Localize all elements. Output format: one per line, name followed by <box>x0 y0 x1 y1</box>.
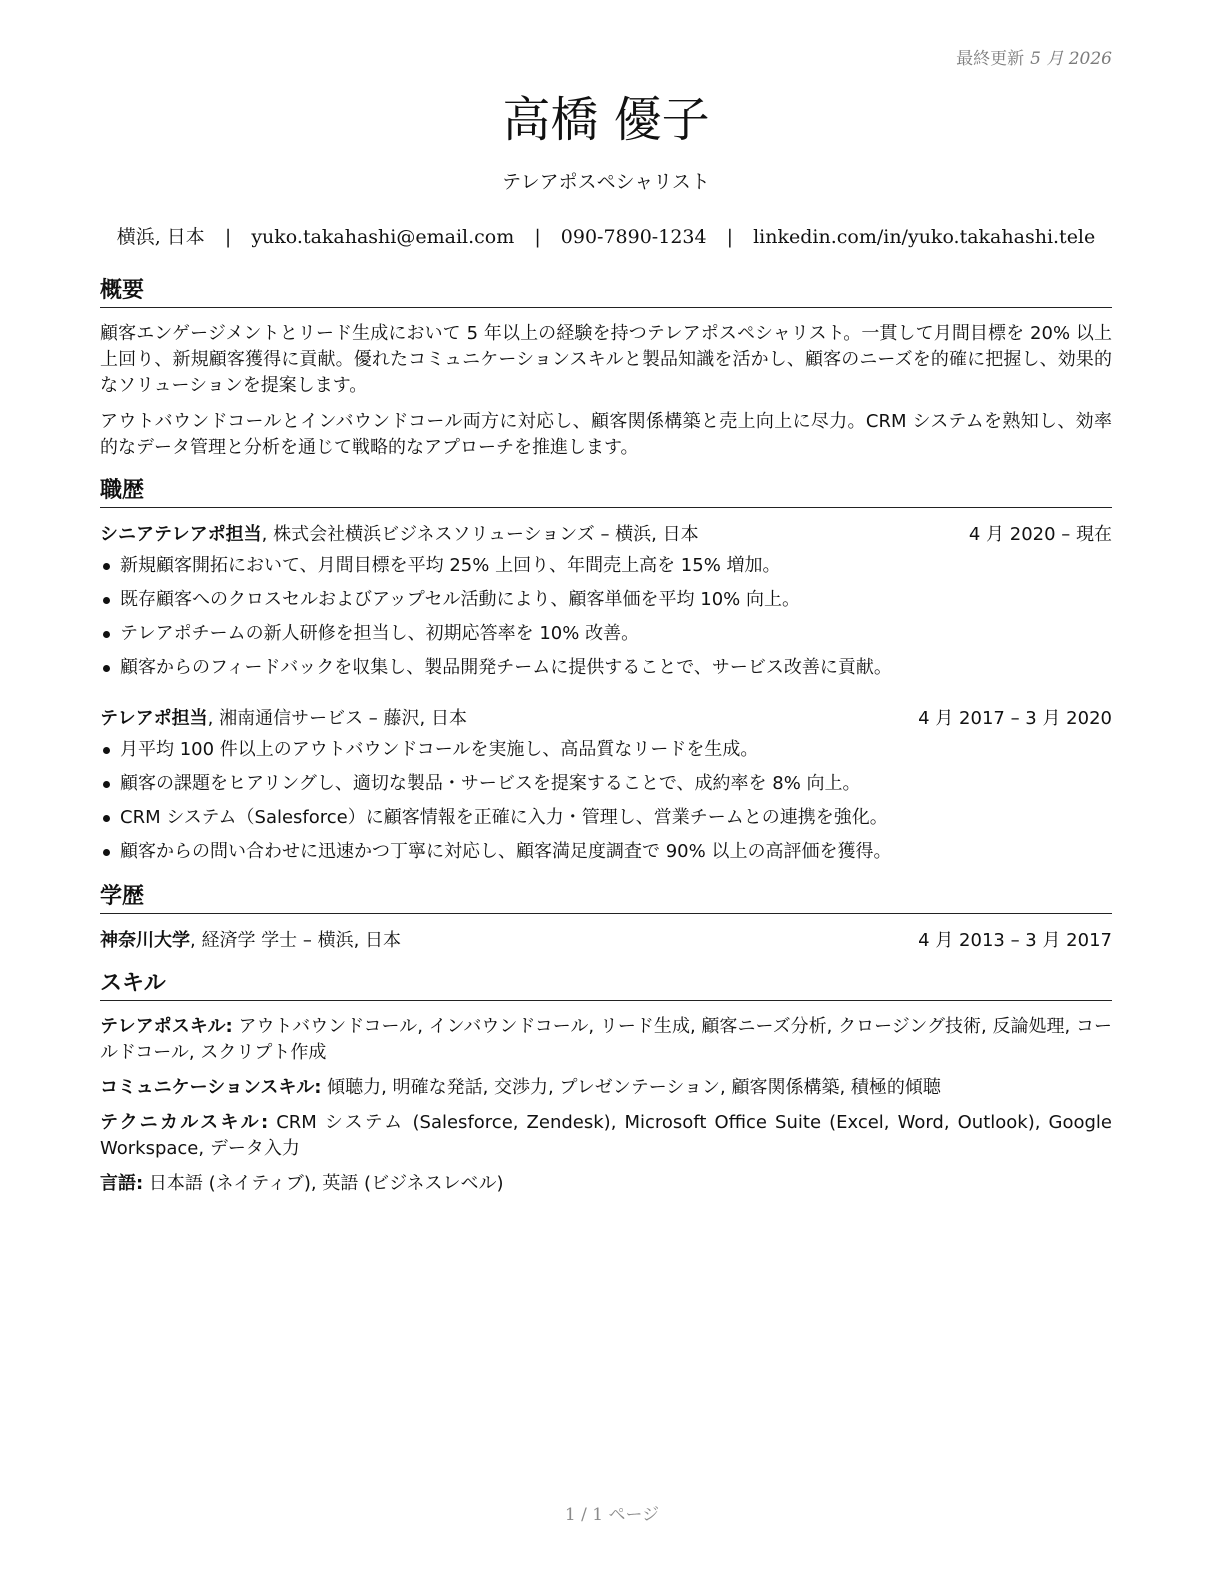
last-updated <box>956 44 1112 69</box>
candidate-title: テレアポスペシャリスト <box>502 171 710 193</box>
job-role: シニアテレアポ担当 <box>100 524 262 545</box>
job-org: , 株式会社横浜ビジネスソリューションズ – 横浜, 日本 <box>261 524 699 545</box>
summary-paragraph: 顧客エンゲージメントとリード生成において 5 年以上の経験を持つテレアポスペシャリスト。一貫して月間目標を 20% 以上上回り、新規顧客獲得に貢献。優れたコミュニケーションスキルと製品知識を活かし、顧客のニーズを的確に把握し、効果的なソリューションを提案します。 <box>100 323 1112 396</box>
contact-separator: | <box>534 226 541 248</box>
last-updated-date: 5 月 2026 <box>1030 49 1112 69</box>
job-bullets <box>100 737 1112 873</box>
skill-list: アウトバウンドコール, インバウンドコール, リード生成, 顧客ニーズ分析, クロージング技術, 反論処理, コールドコール, スクリプト作成 <box>100 1016 1112 1063</box>
skill-category: テレアポスキル: <box>100 1016 233 1037</box>
list-item: 月平均 100 件以上のアウトバウンドコールを実施し、高品質なリードを生成。 <box>100 737 1112 771</box>
job-header <box>100 522 1112 548</box>
contact-linkedin[interactable]: linkedin.com/in/yuko.takahashi.tele <box>753 226 1096 248</box>
section-heading-experience: 職歴 <box>100 477 1112 508</box>
list-item: テレアポチームの新人研修を担当し、初期応答率を 10% 改善。 <box>100 621 1112 655</box>
job-bullets <box>100 553 1112 689</box>
education-school: 神奈川大学 <box>100 930 190 951</box>
skill-category: コミュニケーションスキル: <box>100 1077 322 1098</box>
contact-line <box>100 223 1112 251</box>
list-item: 顧客からのフィードバックを収集し、製品開発チームに提供することで、サービス改善に貢献。 <box>100 655 1112 689</box>
contact-email[interactable]: yuko.takahashi@email.com <box>251 226 515 248</box>
skill-item <box>100 1014 1112 1066</box>
contact-separator: | <box>224 226 232 248</box>
job-title-line <box>100 522 699 548</box>
education-dates: 4 月 2013 – 3 月 2017 <box>918 930 1112 951</box>
list-item: CRM システム（Salesforce）に顧客情報を正確に入力・管理し、営業チームとの連携を強化。 <box>100 805 1112 839</box>
education-line <box>100 928 401 954</box>
job-role: テレアポ担当 <box>100 708 208 729</box>
education-entry <box>100 928 1112 954</box>
skill-item <box>100 1075 1112 1101</box>
job-dates: 4 月 2020 – 現在 <box>968 524 1112 545</box>
education-detail: , 経済学 学士 – 横浜, 日本 <box>190 930 402 951</box>
list-item: 顧客の課題をヒアリングし、適切な製品・サービスを提案することで、成約率を 8% 向上。 <box>100 771 1112 805</box>
section-heading-education: 学歴 <box>100 883 1112 914</box>
skill-category: テクニカルスキル: <box>100 1112 269 1133</box>
skill-list: CRM システム (Salesforce, Zendesk), Microsoft Office Suite (Excel, Word, Outlook), Google Workspace, データ入力 <box>100 1112 1112 1159</box>
list-item: 顧客からの問い合わせに迅速かつ丁寧に対応し、顧客満足度調査で 90% 以上の高評価を獲得。 <box>100 839 1112 873</box>
page-number: 1 / 1 ページ <box>564 1505 660 1525</box>
skill-category: 言語: <box>100 1173 144 1194</box>
job-title-line <box>100 706 467 732</box>
contact-separator: | <box>726 226 734 248</box>
job-org: , 湘南通信サービス – 藤沢, 日本 <box>207 708 467 729</box>
last-updated-label: 最終更新 <box>956 49 1025 69</box>
section-heading-skills: スキル <box>100 970 1112 1001</box>
skill-list: 日本語 (ネイティブ), 英語 (ビジネスレベル) <box>143 1173 504 1194</box>
skill-item <box>100 1171 1112 1197</box>
section-heading-summary: 概要 <box>100 277 1112 308</box>
list-item: 新規顧客開拓において、月間目標を平均 25% 上回り、年間売上高を 15% 増加。 <box>100 553 1112 587</box>
list-item: 既存顧客へのクロスセルおよびアップセル活動により、顧客単価を平均 10% 向上。 <box>100 587 1112 621</box>
candidate-name: 高橋 優子 <box>502 92 710 148</box>
job-header <box>100 706 1112 732</box>
contact-phone[interactable]: 090-7890-1234 <box>560 226 707 248</box>
contact-location: 横浜, 日本 <box>116 226 205 248</box>
skill-item <box>100 1110 1112 1162</box>
job-dates: 4 月 2017 – 3 月 2020 <box>918 708 1112 729</box>
skill-list: 傾聴力, 明確な発話, 交渉力, プレゼンテーション, 顧客関係構築, 積極的傾聴 <box>321 1077 941 1098</box>
summary-paragraph: アウトバウンドコールとインバウンドコール両方に対応し、顧客関係構築と売上向上に尽力。CRM システムを熟知し、効率的なデータ管理と分析を通じて戦略的なアプローチを推進します。 <box>100 411 1112 458</box>
